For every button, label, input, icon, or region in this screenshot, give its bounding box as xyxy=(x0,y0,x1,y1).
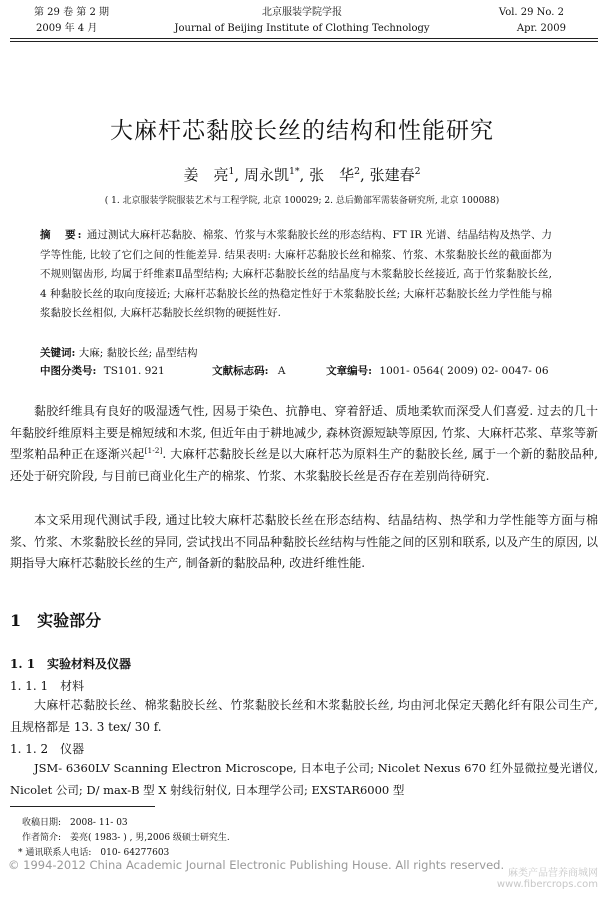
clc-value: TS101. 921 xyxy=(103,365,165,377)
contact-phone: * 通讯联系人电话: 010- 64277603 xyxy=(18,848,170,858)
copyright-notice: © 1994-2012 China Academic Journal Electronic Publishing House. All rights reserved. xyxy=(8,858,505,872)
subsubsection-heading: 1. 1. 1 材料 xyxy=(10,679,85,693)
subsubsection-heading: 1. 1. 2 仪器 xyxy=(10,742,85,756)
volume-issue-cn: 第 29 卷 第 2 期 xyxy=(34,7,109,18)
abstract-label: 摘 要: xyxy=(40,229,84,241)
author-name: 姜 亮 xyxy=(183,166,229,184)
watermark-text: 麻类产品营养商城网 xyxy=(508,868,598,879)
journal-name-en: Journal of Beijing Institute of Clothing Technology xyxy=(174,23,430,34)
date-en: Apr. 2009 xyxy=(516,23,566,34)
doc-code-value: A xyxy=(277,365,286,377)
materials-paragraph: 大麻杆芯黏胶长丝、棉浆黏胶长丝、竹浆黏胶长丝和木浆黏胶长丝, 均由河北保定天鹅化纤有限公司生产, 且规格都是 13. 3 tex/ 30 f. xyxy=(10,698,598,734)
author-affil-mark: 2 xyxy=(354,166,361,177)
author-separator: , xyxy=(299,166,310,184)
author-list xyxy=(0,164,604,185)
article-no-label: 文章编号: xyxy=(326,365,373,377)
keywords xyxy=(40,346,560,360)
classification-row xyxy=(40,364,560,378)
body-paragraph xyxy=(10,401,598,487)
keywords-text: 大麻; 黏胶长丝; 晶型结构 xyxy=(78,347,198,359)
author-bio: 作者简介: 姜亮( 1983- ) , 男,2006 级硕士研究生. xyxy=(22,833,230,843)
article-title: 大麻杆芯黏胶长丝的结构和性能研究 xyxy=(110,118,494,144)
footnote-rule xyxy=(10,806,155,807)
author-separator: , xyxy=(234,166,244,184)
header-rule-double xyxy=(10,41,598,42)
article-no-value: 1001- 0564( 2009) 02- 0047- 06 xyxy=(379,365,549,377)
citation: [1-2] xyxy=(144,446,163,455)
keywords-label: 关键词: xyxy=(40,347,76,359)
date-cn: 2009 年 4 月 xyxy=(36,23,98,34)
author-affil-mark: 2 xyxy=(414,166,421,177)
received-date: 收稿日期: 2008- 11- 03 xyxy=(22,818,128,828)
author-affil-mark: 1* xyxy=(288,166,300,177)
journal-name-cn: 北京服装学院学报 xyxy=(262,7,342,18)
author-name: 周永凯 xyxy=(243,166,289,184)
subsection-heading: 1. 1 实验材料及仪器 xyxy=(10,657,132,671)
abstract-text: 通过测试大麻杆芯黏胶、棉浆、竹浆与木浆黏胶长丝的形态结构、FT IR 光谱、结晶结构及热学、力学等性能, 比较了它们之间的性能差异. 结果表明: 大麻杆芯黏胶长丝和棉浆、竹浆、木浆黏胶长丝的截面都为不规则锯齿形, 均属于纤维素Ⅱ晶型结构; 大麻杆芯黏胶长丝的结晶度与木浆黏胶长丝接近, 高于竹浆黏胶长丝, 4 种黏胶长丝的取向度接近; 大麻杆芯黏胶长丝的热稳定性好于木浆黏胶长丝; 大麻杆芯黏胶长丝力学性能与棉浆黏胶长丝相似, 大麻杆芯黏胶长丝织物的硬挺性好. xyxy=(40,229,552,319)
doc-code-label: 文献标志码: xyxy=(212,365,269,377)
watermark-url: www.fibercrops.com xyxy=(496,879,598,890)
instruments-paragraph: JSM- 6360LV Scanning Electron Microscope, 日本电子公司; Nicolet Nexus 670 红外显微拉曼光谱仪, Nicolet 公司; D/ max-B 型 X 射线衍射仪, 日本理学公司; EXSTAR6000 型 xyxy=(10,761,598,797)
author-affil-mark: 1 xyxy=(228,166,235,177)
author-name: 张 华 xyxy=(309,166,355,184)
abstract xyxy=(40,226,552,324)
paragraph-text: . 大麻杆芯黏胶长丝是以大麻杆芯为原料生产的黏胶长丝, 属于一个新的黏胶品种, 还处于研究阶段, 与目前已商业化生产的棉浆、竹浆、木浆黏胶长丝是否存在差别尚待研究. xyxy=(10,447,598,483)
section-heading: 1 实验部分 xyxy=(10,611,102,630)
header-rule xyxy=(10,38,598,39)
author-separator: , xyxy=(360,166,370,184)
paragraph-text: 黏胶纤维具有良好的吸湿透气性, 因易于染色、抗静电、穿着舒适、质地柔软而深受人们喜爱. 过去的几十年黏胶纤维原料主要是棉短绒和木浆, 但近年由于耕地减少, 森林资源短缺等原因, 竹浆、大麻杆芯浆、草浆等新型浆粕品种正在逐渐兴起 xyxy=(10,404,598,461)
volume-issue-en: Vol. 29 No. 2 xyxy=(498,7,564,18)
affiliations: ( 1. 北京服装学院服装艺术与工程学院, 北京 100029; 2. 总后勤部军需装备研究所, 北京 100088) xyxy=(104,196,500,206)
body-paragraph: 本文采用现代测试手段, 通过比较大麻杆芯黏胶长丝在形态结构、结晶结构、热学和力学性能等方面与棉浆、竹浆、木浆黏胶长丝的异同, 尝试找出不同品种黏胶长丝结构与性能之间的区别和联系, 以及产生的原因, 以期指导大麻杆芯黏胶长丝的生产, 制备新的黏胶品种, 改进纤维性能. xyxy=(10,513,598,570)
author-name: 张建春 xyxy=(369,166,415,184)
clc-label: 中图分类号: xyxy=(40,365,97,377)
